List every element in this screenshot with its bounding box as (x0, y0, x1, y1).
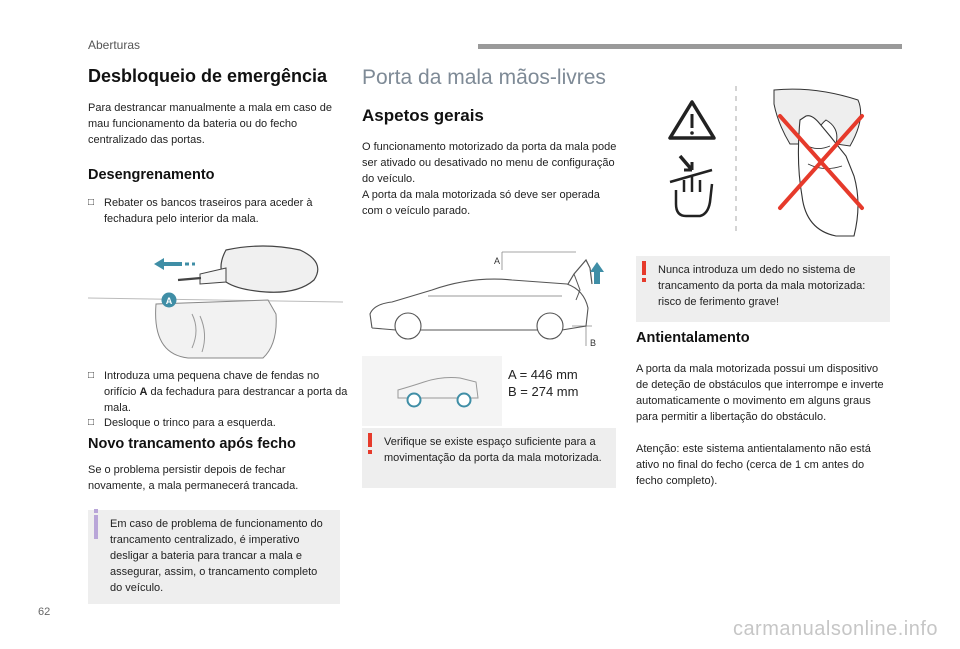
bullet-introduza (88, 368, 354, 416)
pointing-arrow-icon (680, 156, 692, 170)
desengrenamento-heading: Desengrenamento (88, 167, 215, 183)
clearance-label-a: A (494, 256, 501, 266)
measure-a: A = 446 mm (508, 367, 578, 382)
square-bullet-icon: □ (88, 197, 95, 208)
bullet-desloque (88, 415, 354, 431)
square-bullet-icon: □ (88, 370, 95, 381)
watermark: carmanualsonline.info (732, 618, 938, 640)
antientalamento-text-2: Atenção: este sistema antientalamento não está ativo no final do fecho (cerca de 1 cm antes do fecho completo). (636, 443, 871, 487)
warning-callout-finger (636, 256, 890, 322)
bullet-rebater (88, 195, 344, 227)
label-a-text: A (165, 296, 173, 306)
section-header: Aberturas (88, 38, 141, 52)
hand-icon (676, 176, 712, 216)
bullet-introduza-pre: Introduza uma pequena chave de fendas no orifício (104, 370, 320, 398)
clearance-label-b: B (590, 338, 597, 348)
header-rule (478, 44, 902, 49)
screwdriver-shaft (178, 278, 201, 280)
antientalamento-heading: Antientalamento (636, 330, 750, 346)
left-intro: Para destrancar manualmente a mala em caso de mau funcionamento da bateria ou do fecho centralizado das portas. (88, 102, 332, 146)
info-callout-text: Em caso de problema de funcionamento do trancamento centralizado, é imperativo desligar a bateria para trancar a mala e assegurar, assim, o trancamento completo do veículo. (110, 518, 323, 594)
bullet-desloque-text: Desloque o trinco para a esquerda. (104, 417, 276, 429)
info-mark-icon (94, 515, 98, 539)
rear-wheel (537, 313, 563, 339)
open-tailgate (568, 260, 592, 284)
warning-mark-icon (642, 261, 646, 275)
arrow-left-icon (154, 258, 182, 270)
bullet-introduza-post: da fechadura para destrancar a porta da mala. (104, 386, 348, 414)
warning-callout-space-text: Verifique se existe espaço suficiente para a movimentação da porta da mala motorizada. (384, 436, 602, 464)
bullet-introduza-bold: A (139, 386, 148, 398)
novo-trancamento-text: Se o problema persistir depois de fechar novamente, a mala permanecerá trancada. (88, 464, 299, 492)
bullet-rebater-text: Rebater os bancos traseiros para aceder à fechadura pelo interior da mala. (104, 197, 313, 225)
antientalamento-text-1: A porta da mala motorizada possui um dispositivo de deteção de obstáculos que interrompe e inverte automaticamente o movimento em alguns graus para permitir a libertação do obstáculo. (636, 363, 884, 423)
page-number: 62 (38, 606, 51, 618)
square-bullet-icon: □ (88, 417, 95, 428)
screwdriver-handle (221, 246, 318, 292)
measure-b: B = 274 mm (508, 384, 579, 399)
front-wheel (395, 313, 421, 339)
middle-title: Porta da mala mãos-livres (362, 66, 606, 89)
left-title: Desbloqueio de emergência (88, 66, 328, 86)
aspetos-text-2: A porta da mala motorizada só deve ser operada com o veículo parado. (362, 189, 600, 217)
novo-trancamento-heading: Novo trancamento após fecho (88, 436, 296, 452)
emergency-release-figure (88, 244, 343, 360)
warning-mark-icon (368, 433, 372, 447)
info-callout (88, 510, 340, 604)
car-icon-figure (362, 356, 502, 426)
warning-callout-space (362, 428, 616, 488)
warning-callout-finger-text: Nunca introduza um dedo no sistema de trancamento da porta da mala motorizada: risco de ferimento grave! (658, 264, 866, 308)
aspetos-gerais-heading: Aspetos gerais (362, 106, 484, 125)
finger-warning-figure (640, 80, 870, 240)
car-clearance-figure (362, 250, 617, 350)
aspetos-text-1: O funcionamento motorizado da porta da mala pode ser ativado ou desativado no menu de configuração do veículo. (362, 141, 617, 185)
